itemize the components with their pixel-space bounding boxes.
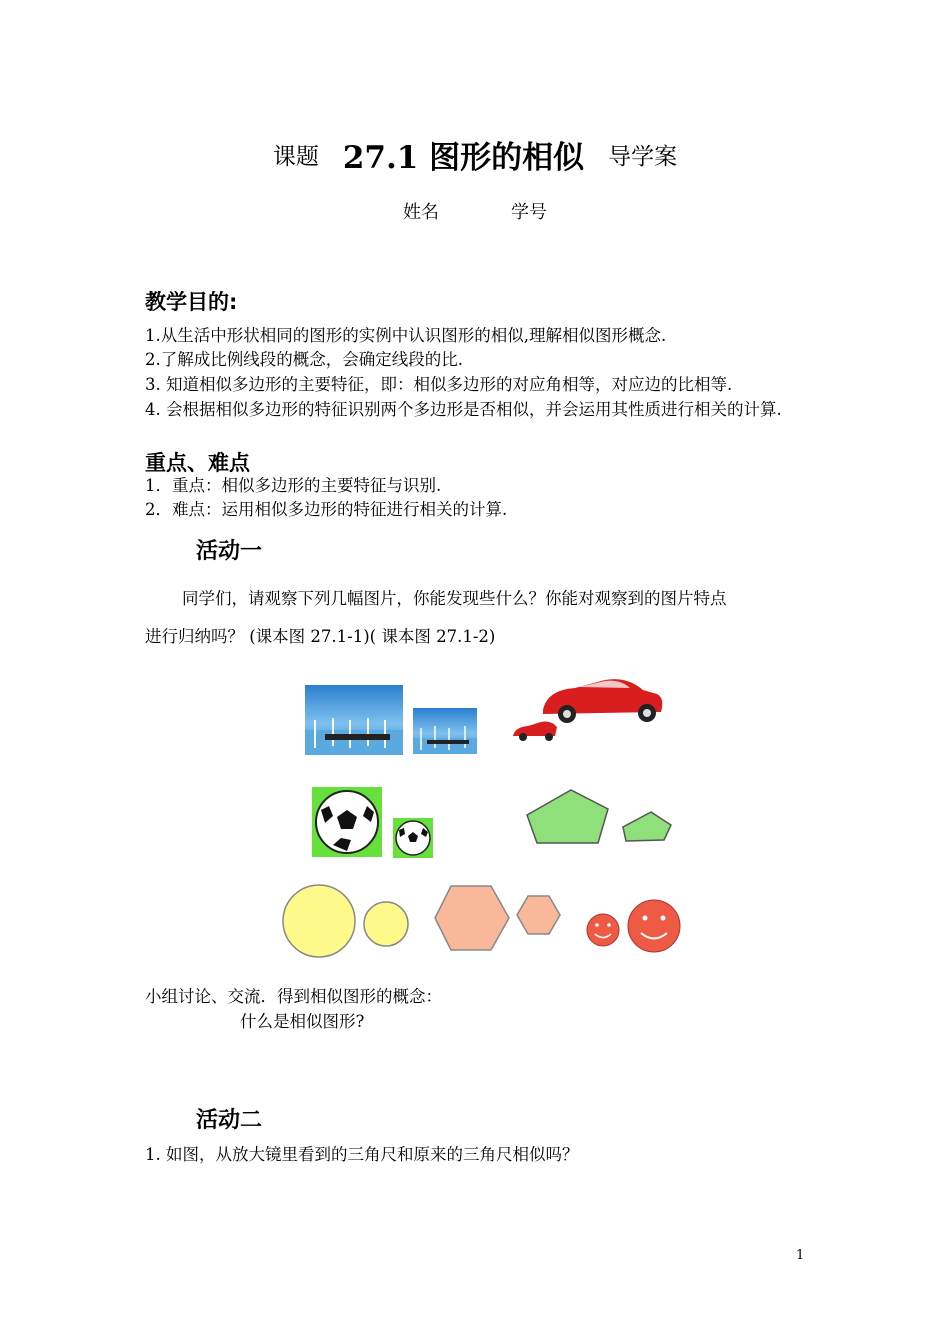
objective-item: 3. 知道相似多边形的主要特征，即：相似多边形的对应角相等，对应边的比相等. — [145, 375, 733, 394]
key-points-heading: 重点、难点 — [145, 451, 250, 475]
activity1-heading: 活动一 — [196, 539, 263, 564]
flamingo-photo-large-icon — [305, 685, 403, 755]
soccer-ball-large-icon — [312, 787, 382, 857]
title-suffix: 导学案 — [608, 144, 678, 170]
activity2-question: 1. 如图，从放大镜里看到的三角尺和原来的三角尺相似吗？ — [145, 1145, 579, 1164]
hexagon-large-icon — [435, 886, 509, 950]
title-prefix: 课题 — [272, 144, 319, 170]
smiley-small-icon — [587, 914, 619, 946]
discussion-text: 小组讨论、交流．得到相似图形的概念： — [145, 987, 442, 1006]
pentagon-large-icon — [527, 790, 608, 843]
student-info-row — [0, 198, 950, 224]
red-car-small-icon — [513, 722, 557, 741]
activity1-text: 进行归纳吗？ (课本图 27.1-1)( 课本图 27.1-2) — [145, 627, 496, 646]
circle-small-icon — [364, 902, 408, 946]
red-car-large-icon — [543, 679, 662, 723]
key-point-item: 2．难点：运用相似多边形的特征进行相关的计算. — [145, 500, 508, 519]
objective-item: 1.从生活中形状相同的图形的实例中认识图形的相似,理解相似图形概念. — [145, 326, 667, 345]
hexagon-small-icon — [517, 896, 560, 934]
smiley-large-icon — [628, 900, 680, 952]
objective-item: 4. 会根据相似多边形的特征识别两个多边形是否相似，并会运用其性质进行相关的计算. — [145, 400, 782, 419]
pentagon-small-icon — [623, 812, 671, 841]
question-text: 什么是相似图形? — [240, 1012, 365, 1031]
activity2-heading: 活动二 — [196, 1108, 263, 1133]
soccer-ball-small-icon — [393, 818, 433, 858]
similar-figures-illustration — [275, 660, 695, 965]
title-main: 27.1 图形的相似 — [342, 140, 585, 176]
name-label: 姓名 — [403, 202, 439, 223]
student-id-label: 学号 — [511, 202, 547, 223]
page-number: 1 — [796, 1248, 805, 1263]
activity1-text: 同学们，请观察下列几幅图片，你能发现些什么？你能对观察到的图片特点 — [182, 589, 727, 608]
document-title — [0, 132, 950, 177]
key-point-item: 1．重点：相似多边形的主要特征与识别. — [145, 476, 442, 495]
circle-large-icon — [283, 885, 355, 957]
objectives-heading: 教学目的: — [145, 290, 238, 314]
objective-item: 2.了解成比例线段的概念，会确定线段的比. — [145, 350, 463, 369]
flamingo-photo-small-icon — [413, 708, 477, 754]
